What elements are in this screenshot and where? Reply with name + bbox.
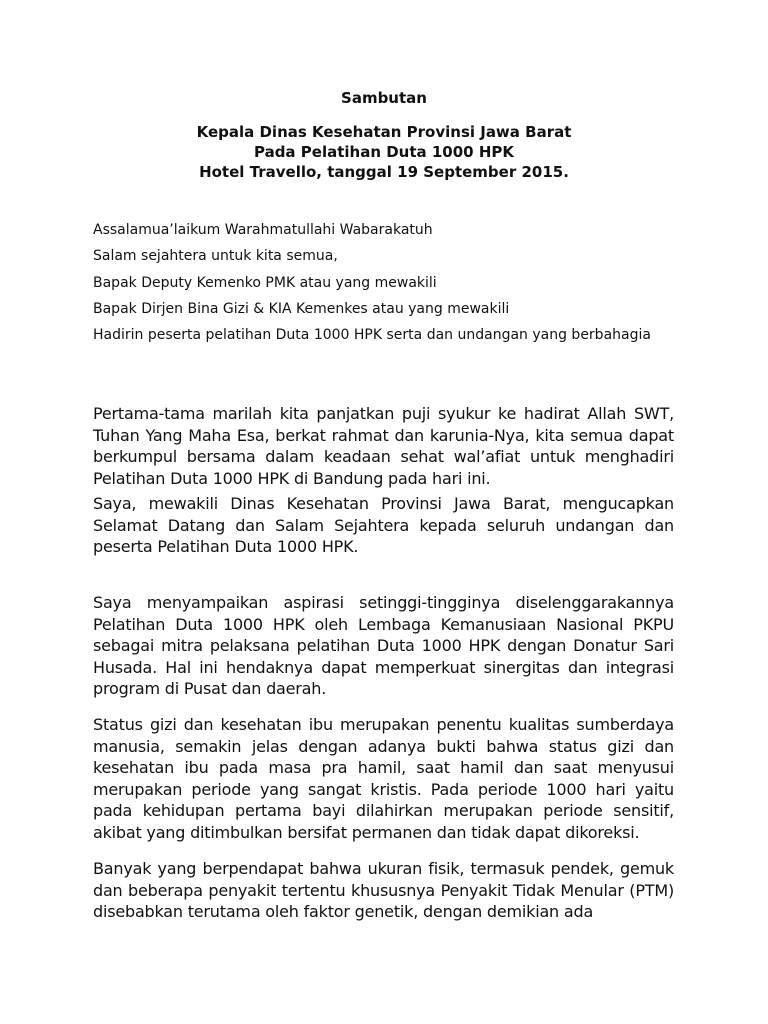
subtitle-line-2: Pada Pelatihan Duta 1000 HPK: [253, 143, 515, 161]
greeting-deputy: Bapak Deputy Kemenko PMK atau yang mewakili: [93, 275, 437, 291]
subtitle-line-3: Hotel Travello, tanggal 19 September 2015.: [199, 163, 569, 181]
document-title: Sambutan: [341, 89, 427, 107]
paragraph-opening: Pertama-tama marilah kita panjatkan puji syukur ke hadirat Allah SWT, Tuhan Yang Maha Esa, berkat rahmat dan karunia-Nya, kita semua dapat berkumpul bersama dalam keadaan sehat wal’afiat untuk menghadiri Pelatihan Duta 1000 HPK di Bandung pada hari ini.: [93, 404, 674, 488]
subtitle-line-1: Kepala Dinas Kesehatan Provinsi Jawa Barat: [196, 123, 572, 141]
greeting-salam-sejahtera: Salam sejahtera untuk kita semua,: [93, 248, 338, 264]
paragraph-welcome: Saya, mewakili Dinas Kesehatan Provinsi Jawa Barat, mengucapkan Selamat Datang dan Salam Sejahtera kepada seluruh undangan dan peserta Pelatihan Duta 1000 HPK.: [93, 494, 674, 557]
greeting-assalamualaikum: Assalamua’laikum Warahmatullahi Wabarakatuh: [93, 222, 433, 238]
paragraph-aspiration: Saya menyampaikan aspirasi setinggi-tingginya diselenggarakannya Pelatihan Duta 1000 HPK oleh Lembaga Kemanusiaan Nasional PKPU sebagai mitra pelaksana pelatihan Duta 1000 HPK dengan Donatur Sari Husada. Hal ini hendaknya dapat memperkuat sinergitas dan integrasi program di Pusat dan daerah.: [93, 593, 674, 699]
paragraph-nutrition-status: Status gizi dan kesehatan ibu merupakan penentu kualitas sumberdaya manusia, semakin jelas dengan adanya bukti bahwa status gizi dan kesehatan ibu pada masa pra hamil, saat hamil dan saat menyusui merupakan periode yang sangat kristis. Pada periode 1000 hari yaitu pada kehidupan pertama bayi dilahirkan merupakan periode sensitif, akibat yang ditimbulkan bersifat permanen dan tidak dapat dikoreksi.: [93, 715, 674, 842]
greeting-dirjen: Bapak Dirjen Bina Gizi & KIA Kemenkes atau yang mewakili: [93, 301, 510, 317]
greeting-hadirin: Hadirin peserta pelatihan Duta 1000 HPK serta dan undangan yang berbahagia: [93, 327, 651, 343]
paragraph-physical-size: Banyak yang berpendapat bahwa ukuran fisik, termasuk pendek, gemuk dan beberapa penyakit tertentu khususnya Penyakit Tidak Menular (PTM) disebabkan terutama oleh faktor genetik, dengan demikian ada: [93, 859, 674, 922]
